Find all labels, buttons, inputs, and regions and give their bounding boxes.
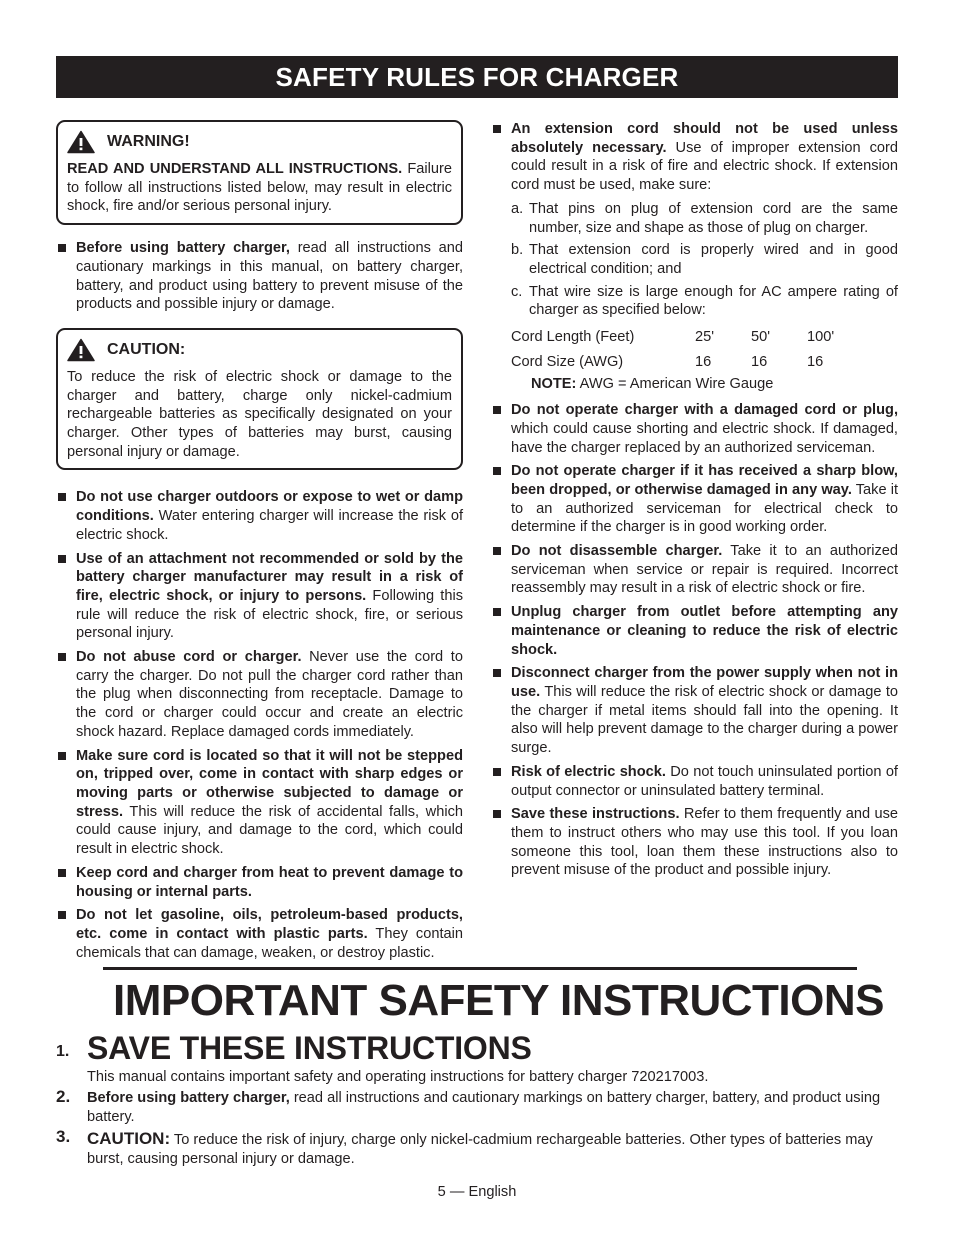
- bullet-before-using: [56, 239, 463, 314]
- left-column: [56, 120, 463, 967]
- right-bullet: [491, 542, 898, 598]
- subitem-b: [491, 241, 898, 278]
- table-cell: Cord Length (Feet): [511, 329, 635, 346]
- right-bullet: [491, 462, 898, 537]
- caution-box: [56, 328, 463, 471]
- caution-title: CAUTION:: [107, 340, 186, 358]
- right-bullet: [491, 603, 898, 659]
- bullet-bold: Before using battery charger,: [76, 240, 290, 257]
- bullet-bold: Disconnect charger from the power supply when not in use.: [511, 665, 898, 700]
- caution-header: [67, 338, 452, 362]
- right-bullet: [491, 401, 898, 457]
- numbered-item-3: [56, 1129, 898, 1169]
- awg-note: [491, 375, 898, 394]
- numbered-item-2: [56, 1089, 898, 1127]
- bullet-bold: An extension cord should not be used unless absolutely necessary.: [511, 121, 898, 156]
- subitem-c: [491, 283, 898, 320]
- warning-box: [56, 120, 463, 225]
- item-text: To reduce the risk of injury, charge only nickel-cadmium rechargeable batteries. Other types of batteries may burst, causing personal injury or damage.: [87, 1132, 873, 1167]
- warning-header: [67, 130, 452, 154]
- table-cell: 100': [807, 329, 835, 346]
- bullet-text: Refer to them frequently and use them to instruct others who may use this tool. If you loan someone this tool, loan them these instructions also to prevent misuse of the product and possible injury.: [511, 806, 898, 879]
- table-row: [511, 328, 834, 353]
- left-bullet: [56, 550, 463, 644]
- warning-title: WARNING!: [107, 132, 190, 150]
- bullet-text: Take it to an authorized serviceman for electrical check to determine if the charger is in good working order.: [511, 481, 898, 536]
- bullet-text: Following this rule will reduce the risk of electric shock, fire, or serious personal injury.: [76, 587, 463, 642]
- note-text: AWG = American Wire Gauge: [576, 376, 774, 393]
- left-bullet: [56, 648, 463, 742]
- numbered-list: [56, 1030, 898, 1169]
- table-cell: 25': [695, 329, 715, 346]
- subitem-text: That extension cord is properly wired and in good electrical condition; and: [529, 242, 898, 277]
- item-number: 2.: [56, 1087, 71, 1106]
- right-column: [491, 120, 898, 885]
- bullet-bold: Keep cord and charger from heat to prevent damage to housing or internal parts.: [76, 864, 463, 900]
- caution-triangle-icon: [67, 338, 95, 362]
- bullet-text: Do not touch uninsulated portion of output connector or uninsulated battery terminal.: [511, 763, 898, 799]
- bullet-bold: Risk of electric shock.: [511, 763, 666, 780]
- subitem-label: c.: [511, 283, 523, 300]
- bullet-bold: Save these instructions.: [511, 806, 680, 823]
- item-number: 3.: [56, 1127, 71, 1146]
- note-label: NOTE:: [531, 376, 577, 393]
- bullet-bold: Do not disassemble charger.: [511, 543, 723, 560]
- item-number: 1.: [56, 1043, 70, 1060]
- right-bullet: [491, 763, 898, 800]
- left-bullet: [56, 864, 463, 901]
- warning-text: [67, 160, 452, 216]
- bullet-text: Water entering charger will increase the risk of electric shock.: [76, 508, 463, 543]
- section-banner: SAFETY RULES FOR CHARGER: [56, 56, 898, 98]
- bullet-text: Take it to an authorized serviceman when service or repair is required. Incorrect reassembly may result in a risk of electric shock or fire.: [511, 543, 898, 597]
- subitem-a: [491, 200, 898, 237]
- bullet-bold: Do not let gasoline, oils, petroleum-based products, etc. come in contact with plastic parts.: [76, 907, 463, 942]
- subitem-text: That wire size is large enough for AC ampere rating of charger as specified below:: [529, 283, 898, 319]
- divider-rule: [103, 967, 857, 970]
- table-cell: 16: [751, 353, 768, 370]
- item-bold: CAUTION:: [87, 1129, 171, 1148]
- item-text: read all instructions and cautionary markings on battery charger, battery, and product using battery.: [87, 1090, 881, 1125]
- cord-size-table: [511, 328, 834, 377]
- warning-body: Failure to follow all instructions listed below, may result in electric shock, fire and/or serious personal injury.: [67, 161, 452, 215]
- right-bullet: [491, 664, 898, 758]
- bullet-text: Use of improper extension cord could result in a risk of fire and electric shock. If extension cord must be used, make sure:: [511, 139, 898, 194]
- bullet-bold: Do not operate charger with a damaged cord or plug,: [511, 402, 898, 419]
- subitem-label: b.: [511, 242, 524, 259]
- table-cell: 50': [751, 329, 771, 346]
- subitem-label: a.: [511, 200, 524, 217]
- table-row: [511, 353, 834, 378]
- bullet-text: They contain chemicals that can damage, weaken, or destroy plastic.: [76, 925, 463, 961]
- numbered-item-1: [56, 1030, 898, 1087]
- bullet-text: which could cause shorting and electric shock. If damaged, have the charger replaced by an authorized serviceman.: [511, 420, 898, 456]
- right-bullet: [491, 805, 898, 880]
- bullet-bold: Unplug charger from outlet before attempting any maintenance or cleaning to reduce the risk of electric shock.: [511, 604, 898, 658]
- bullet-extension-cord: [491, 120, 898, 195]
- item-text: This manual contains important safety and operating instructions for battery charger 720217003.: [87, 1069, 709, 1085]
- bullet-text: Never use the cord to carry the charger. Do not pull the charger cord rather than the plug when disconnecting from receptacle. Damage to the cord or charger could occur and create an electric shock hazard. Replace damaged cords immediately.: [76, 649, 463, 740]
- subitem-text: That pins on plug of extension cord are the same number, size and shape as those of plug on charger.: [529, 200, 898, 236]
- important-title: IMPORTANT SAFETY INSTRUCTIONS: [113, 976, 884, 1025]
- warning-lead: READ AND UNDERSTAND ALL INSTRUCTIONS.: [67, 161, 403, 177]
- warning-triangle-icon: [67, 130, 95, 154]
- bullet-text: read all instructions and cautionary markings in this manual, on battery charger, battery, and product using battery to prevent misuse of the products and possible injury or damage.: [76, 240, 463, 313]
- table-cell: 16: [807, 353, 824, 370]
- table-cell: 16: [695, 353, 712, 370]
- table-cell: Cord Size (AWG): [511, 353, 624, 370]
- bullet-bold: Do not operate charger if it has received a sharp blow, been dropped, or otherwise damaged in any way.: [511, 463, 898, 498]
- save-instructions-heading: SAVE THESE INSTRUCTIONS: [87, 1030, 532, 1066]
- left-bullet: [56, 488, 463, 544]
- bullet-text: This will reduce the risk of electric shock or damage to the charger if metal items should fall into the opening. It also will help prevent damage to the charger during a power surge.: [511, 683, 898, 757]
- left-bullet: [56, 906, 463, 962]
- item-bold: Before using battery charger,: [87, 1090, 290, 1106]
- bullet-bold: Do not use charger outdoors or expose to wet or damp conditions.: [76, 489, 463, 525]
- bullet-text: This will reduce the risk of accidental falls, which could cause injury, and damage to the cord, which could result in electric shock.: [76, 803, 463, 858]
- left-bullet: [56, 747, 463, 859]
- caution-text: To reduce the risk of electric shock or damage to the charger and battery, charge only nickel-cadmium rechargeable batteries as specifically designated on your charger. Other types of batteries may burst, causing personal injury or damage.: [67, 368, 452, 460]
- bullet-bold: Make sure cord is located so that it will not be stepped on, tripped over, come in contact with sharp edges or moving parts or otherwise subjected to damage or stress.: [76, 747, 463, 820]
- page-footer: 5 — English: [437, 1184, 517, 1200]
- bullet-bold: Do not abuse cord or charger.: [76, 649, 302, 666]
- bullet-bold: Use of an attachment not recommended or sold by the battery charger manufacturer may result in a risk of fire, electric shock, or injury to persons.: [76, 550, 463, 604]
